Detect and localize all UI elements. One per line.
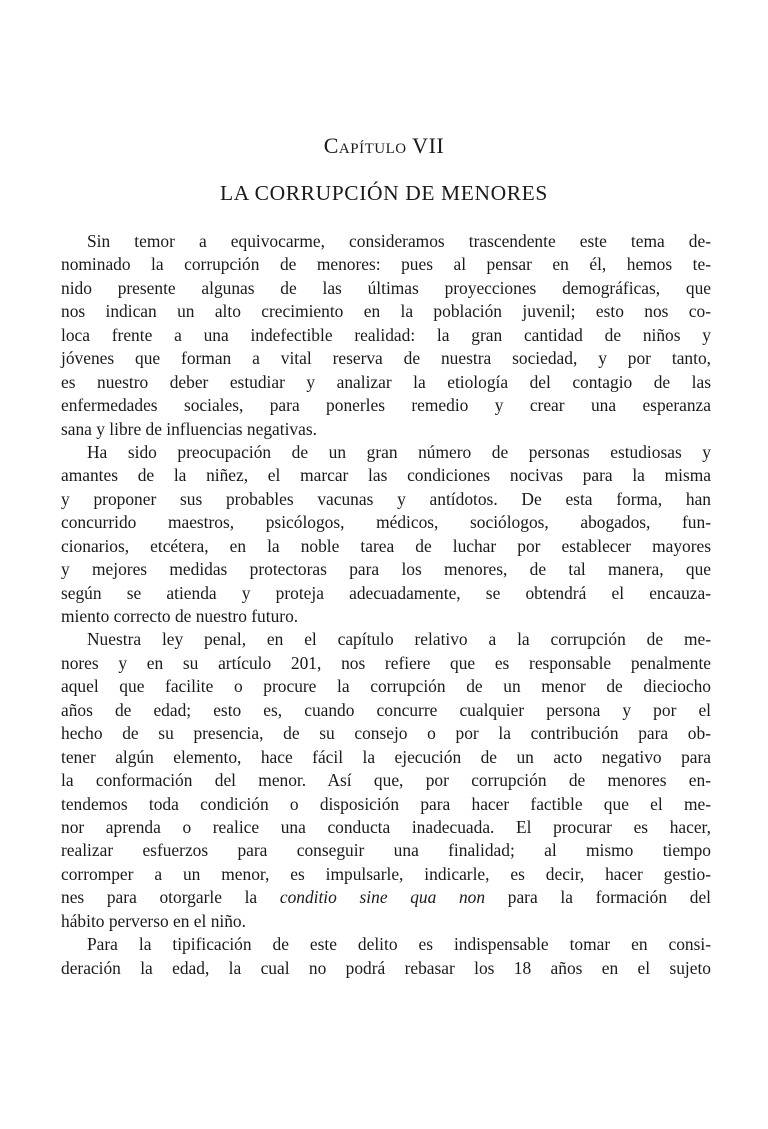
text-line: Para la tipificación de este delito es indispensable tomar en consi- — [87, 934, 711, 955]
text-line: y proponer sus probables vacunas y antídotos. De esta forma, han — [61, 488, 711, 509]
text-line: sana y libre de influencias negativas. — [61, 418, 317, 439]
text-line: nominado la corrupción de menores: pues al pensar en él, hemos te- — [61, 254, 711, 275]
text-segment: para la formación del — [507, 887, 711, 908]
text-line: es nuestro deber estudiar y analizar la etiología del contagio de las — [61, 371, 711, 392]
text-line: tendemos toda condición o disposición para hacer factible que el me- — [61, 793, 711, 814]
text-line: Nuestra ley penal, en el capítulo relativo a la corrupción de me- — [87, 629, 711, 650]
text-line: hecho de su presencia, de su consejo o por la contribución para ob- — [61, 723, 711, 744]
text-line: loca frente a una indefectible realidad: la gran cantidad de niños y — [61, 324, 711, 345]
text-line: tener algún elemento, hace fácil la ejecución de un acto negativo para — [61, 746, 711, 767]
text-line: jóvenes que forman a vital reserva de nuestra sociedad, y por tanto, — [61, 348, 711, 369]
text-line: nor aprenda o realice una conducta inadecuada. El procurar es hacer, — [61, 816, 711, 837]
text-line: cionarios, etcétera, en la noble tarea de luchar por establecer mayores — [61, 535, 711, 556]
text-line: Ha sido preocupación de un gran número de personas estudiosas y — [87, 441, 711, 462]
text-line: enfermedades sociales, para ponerles remedio y crear una esperanza — [61, 395, 711, 416]
text-line-with-italic — [61, 886, 711, 909]
text-line: concurrido maestros, psicólogos, médicos, sociólogos, abogados, fun- — [61, 512, 711, 533]
text-line: según se atienda y proteja adecuadamente, se obtendrá el encauza- — [61, 582, 711, 603]
text-line: y mejores medidas protectoras para los menores, de tal manera, que — [61, 559, 711, 580]
chapter-title: LA CORRUPCIÓN DE MENORES — [220, 181, 548, 205]
text-line: deración la edad, la cual no podrá rebasar los 18 años en el sujeto — [61, 957, 711, 978]
text-segment: nes para otorgarle la — [61, 887, 258, 908]
chapter-heading: Capítulo VII — [323, 133, 445, 158]
text-line: amantes de la niñez, el marcar las condiciones nocivas para la misma — [61, 465, 711, 486]
text-line: la conformación del menor. Así que, por corrupción de menores en- — [61, 770, 711, 791]
text-line: miento correcto de nuestro futuro. — [61, 606, 299, 626]
text-line: hábito perverso en el niño. — [61, 910, 246, 931]
text-line: realizar esfuerzos para conseguir una finalidad; al mismo tiempo — [61, 840, 711, 861]
italic-phrase: conditio sine qua non — [279, 887, 486, 908]
text-line: nores y en su artículo 201, nos refiere que es responsable penalmente — [61, 652, 711, 673]
text-line: corromper a un menor, es impulsarle, indicarle, es decir, hacer gestio- — [61, 863, 711, 884]
chapter-body — [61, 230, 711, 980]
text-line: años de edad; esto es, cuando concurre cualquier persona y por el — [61, 699, 711, 720]
text-line: aquel que facilite o procure la corrupción de un menor de dieciocho — [61, 676, 711, 697]
text-line: Sin temor a equivocarme, consideramos trascendente este tema de- — [87, 231, 711, 251]
text-line: nido presente algunas de las últimas proyecciones demográficas, que — [61, 277, 711, 298]
text-line: nos indican un alto crecimiento en la población juvenil; esto nos co- — [61, 301, 711, 322]
